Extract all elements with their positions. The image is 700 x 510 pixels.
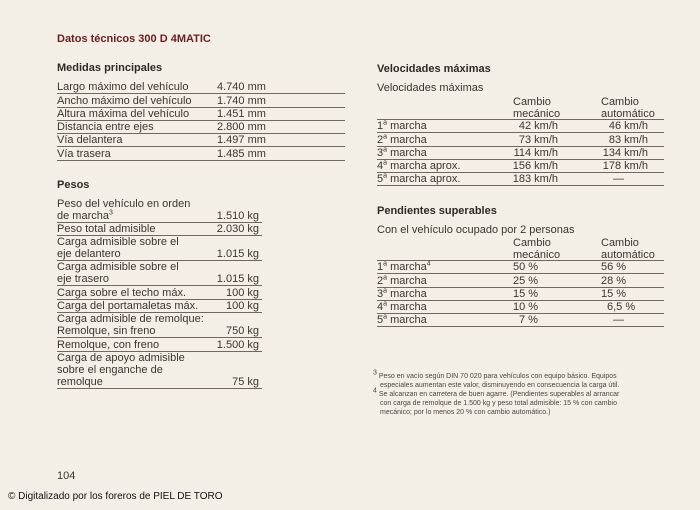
footnotes: $^3$ Peso en vacío según DIN 70 020 para vehículos con equipo básico. Equipos especiales aumentan este valor, disminuyendo en consecuencia la carga útil. $^4$ Se alcanzan en carretera de buen agarre. (Pendientes superables al arrancar con carga de remolque de 1.500 kg y peso total admisible: 15 % con cambio mecánico; por lo menos 20 % con cambio automático.): [373, 369, 620, 416]
table-row: 1$^a$ marcha 42 km/h 46 km/h: [377, 120, 664, 133]
pesos-table: [57, 197, 262, 389]
velocidades-heading: Velocidades máximas: [377, 63, 491, 75]
medidas-heading: Medidas principales: [57, 62, 163, 74]
velocidades-subheading: Velocidades máximas: [377, 82, 484, 94]
table-row: 3$^a$ marcha 114 km/h 134 km/h: [377, 147, 664, 160]
table-row: Remolque, sin freno 750 kg: [57, 325, 262, 338]
table-row: Peso total admisible 2.030 kg: [57, 223, 262, 236]
page-title: Datos técnicos 300 D 4MATIC: [57, 33, 211, 45]
table-row: 4$^a$ marcha aprox. 156 km/h 178 km/h: [377, 160, 664, 173]
table-row: Altura máxima del vehículo 1.451 mm: [57, 108, 345, 121]
table-row: Carga admisible sobre el eje trasero 1.015 kg: [57, 261, 262, 286]
table-row: 2$^a$ marcha 73 km/h 83 km/h: [377, 133, 664, 146]
table-row: Vía trasera 1.485 mm: [57, 147, 345, 160]
table-row: Largo máximo del vehículo 4.740 mm: [57, 81, 345, 94]
table-row: Peso del vehículo en orden de marcha$^3$ 1.510 kg: [57, 197, 262, 223]
table-row: 5$^a$ marcha 7 % —: [377, 314, 664, 327]
table-row: Ancho máximo del vehículo 1.740 mm: [57, 94, 345, 107]
col-header-mecanico: Cambio mecánico: [513, 237, 561, 261]
table-row: 4$^a$ marcha 10 % 6,5 %: [377, 301, 664, 314]
table-row: Carga admisible de remolque:: [57, 313, 204, 326]
table-row: Carga del portamaletas máx. 100 kg: [57, 300, 262, 313]
pesos-heading: Pesos: [57, 179, 90, 191]
pendientes-heading: Pendientes superables: [377, 205, 497, 217]
table-row: Carga sobre el techo máx. 100 kg: [57, 286, 262, 299]
col-header-automatico: Cambio automático: [601, 237, 655, 261]
table-row: 2$^a$ marcha 25 % 28 %: [377, 274, 664, 287]
table-row: Vía delantera 1.497 mm: [57, 134, 345, 147]
table-row: 3$^a$ marcha 15 % 15 %: [377, 288, 664, 301]
pendientes-table: [377, 260, 664, 327]
table-row: Carga admisible sobre el eje delantero 1.015 kg: [57, 236, 262, 261]
medidas-table: [57, 81, 345, 161]
col-header-mecanico: Cambio mecánico: [513, 96, 561, 120]
table-row: Remolque, con freno 1.500 kg: [57, 338, 262, 351]
pendientes-subheading: Con el vehículo ocupado por 2 personas: [377, 224, 575, 236]
page-number: 104: [57, 470, 76, 482]
digitization-credit: © Digitalizado por los foreros de PIEL DE TORO: [8, 491, 223, 502]
table-row: 5$^a$ marcha aprox. 183 km/h —: [377, 173, 664, 186]
table-row: 1$^a$ marcha$^4$ 50 % 56 %: [377, 261, 664, 274]
table-row: Carga de apoyo admisible sobre el enganche de remolque 75 kg: [57, 352, 262, 389]
velocidades-table: [377, 119, 664, 186]
col-header-automatico: Cambio automático: [601, 96, 655, 120]
table-row: Distancia entre ejes 2.800 mm: [57, 121, 345, 134]
